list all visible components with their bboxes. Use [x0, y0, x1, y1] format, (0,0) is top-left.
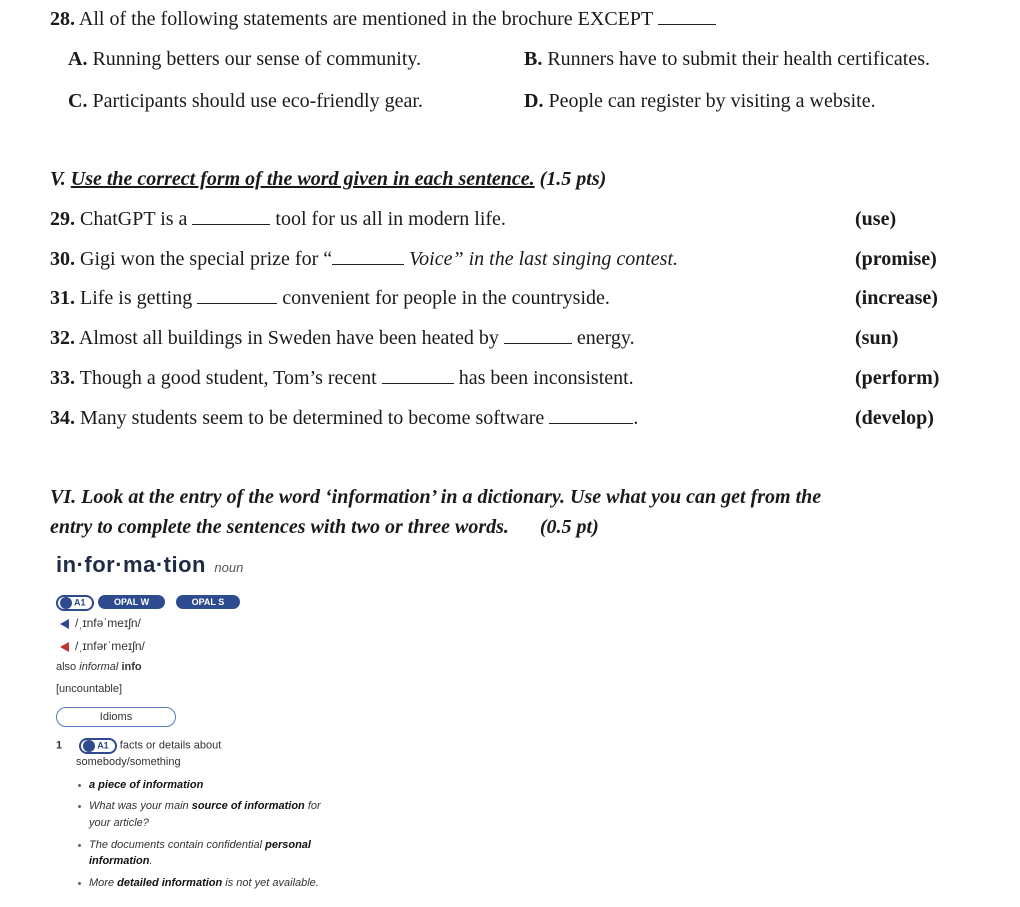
example-3: [78, 837, 311, 853]
cefr-badge: [56, 595, 94, 611]
option-b[interactable]: [524, 48, 930, 71]
word-hint: (increase): [855, 287, 938, 309]
idioms-button[interactable]: Idioms: [56, 707, 176, 727]
bullet: [78, 805, 81, 808]
option-c[interactable]: [68, 90, 423, 113]
pronunciation-british[interactable]: [60, 616, 141, 630]
option-letter: A.: [68, 48, 88, 70]
question-number: 34.: [50, 407, 75, 429]
level-badges: [56, 592, 240, 611]
word-hint: (use): [855, 208, 897, 230]
example-text: a piece of information: [89, 779, 204, 791]
phonetic-text: /ˌɪnfəˈmeɪʃn/: [75, 616, 141, 630]
opal-s-badge: OPAL S: [176, 595, 241, 609]
option-text: Participants should use eco-friendly gear.: [92, 90, 423, 112]
badge-label: A1: [74, 597, 86, 607]
option-a[interactable]: [68, 48, 421, 71]
option-text: People can register by visiting a website.: [548, 90, 876, 112]
answer-blank[interactable]: [658, 10, 716, 25]
dictionary-headword: [56, 552, 243, 578]
example-2: [78, 798, 321, 814]
example-2-continued: your article?: [89, 817, 149, 829]
register-label: informal: [79, 661, 119, 673]
pronunciation-american[interactable]: [60, 639, 145, 653]
sentence-start: Gigi won the special prize for “: [80, 248, 333, 270]
variant-word: info: [121, 661, 142, 673]
variant-prefix: also: [56, 661, 77, 673]
collocation: personal: [265, 839, 311, 851]
sentence-end: .: [633, 407, 639, 429]
word-hint: (sun): [855, 327, 899, 349]
question-text: All of the following statements are mentioned in the brochure EXCEPT: [78, 8, 653, 30]
bullet: [78, 882, 81, 885]
sentence-end: tool for us all in modern life.: [275, 208, 506, 230]
sense-number: 1: [56, 739, 63, 752]
section-instruction: entry to complete the sentences with two or three words.: [50, 516, 509, 538]
option-text: Running betters our sense of community.: [92, 48, 422, 70]
variant-form: [56, 661, 142, 673]
section-points: (1.5 pts): [539, 168, 607, 190]
example-text: What was your main: [89, 800, 192, 812]
sentence-end: Voice” in the last singing contest.: [409, 248, 679, 270]
badge-label: A1: [97, 740, 109, 751]
question-number: 28.: [50, 8, 75, 30]
question-32: [50, 327, 635, 350]
section-points: (0.5 pt): [539, 516, 599, 538]
opal-w-badge: OPAL W: [98, 595, 165, 609]
question-number: 32.: [50, 327, 75, 349]
collocation: information: [89, 855, 150, 867]
word-hint: (perform): [855, 367, 940, 389]
bullet: [78, 784, 81, 787]
question-28: [50, 8, 716, 31]
grammar-label: [uncountable]: [56, 683, 123, 695]
speaker-icon[interactable]: [60, 642, 69, 652]
example-1: [78, 777, 203, 793]
example-text: for: [304, 800, 321, 812]
sense-level-badge: [79, 738, 117, 754]
question-29: [50, 208, 506, 231]
question-number: 29.: [50, 208, 75, 230]
word-hint: (develop): [855, 407, 934, 429]
speaker-icon[interactable]: [60, 619, 69, 629]
bullet: [78, 844, 81, 847]
collocation: source of information: [191, 800, 305, 812]
question-number: 30.: [50, 248, 75, 270]
question-33: [50, 367, 634, 390]
sentence-start: Though a good student, Tom’s recent: [79, 367, 377, 389]
phonetic-text: /ˌɪnfərˈmeɪʃn/: [75, 639, 145, 653]
sentence-start: Life is getting: [80, 287, 193, 309]
option-letter: B.: [524, 48, 543, 70]
answer-blank[interactable]: [382, 369, 454, 384]
example-4: [78, 875, 319, 891]
sentence-end: has been inconsistent.: [458, 367, 634, 389]
oxford-key-icon: [83, 740, 95, 752]
example-text: More: [89, 877, 118, 889]
option-d[interactable]: [524, 90, 876, 113]
section-instruction: Use the correct form of the word given in each sentence.: [70, 168, 535, 190]
example-text: The documents contain confidential: [89, 839, 266, 851]
question-number: 33.: [50, 367, 75, 389]
section-label: V.: [50, 168, 66, 190]
answer-blank[interactable]: [192, 210, 270, 225]
section-5-title: [50, 168, 606, 191]
sentence-start: Many students seem to be determined to become software: [80, 407, 545, 429]
definition-continued: somebody/something: [76, 756, 181, 768]
question-number: 31.: [50, 287, 75, 309]
answer-blank[interactable]: [504, 329, 572, 344]
collocation: detailed information: [117, 877, 223, 889]
sentence-end: energy.: [576, 327, 635, 349]
question-34: [50, 407, 638, 430]
word-hint: (promise): [855, 248, 937, 270]
answer-blank[interactable]: [549, 409, 633, 424]
option-letter: C.: [68, 90, 88, 112]
example-text: is not yet available.: [222, 877, 319, 889]
sentence-start: Almost all buildings in Sweden have been heated by: [78, 327, 499, 349]
section-6-instruction-line2: [50, 516, 599, 539]
sentence-end: convenient for people in the countryside.: [282, 287, 610, 309]
sense-1: [56, 738, 221, 754]
question-31: [50, 287, 610, 310]
question-30: [50, 248, 678, 271]
part-of-speech: noun: [214, 560, 244, 575]
section-6-instruction-line1: VI. Look at the entry of the word ‘information’ in a dictionary. Use what you can get from the: [50, 486, 822, 508]
oxford-key-icon: [60, 597, 72, 609]
headword: in·for·ma·tion: [56, 552, 206, 577]
sentence-start: ChatGPT is a: [80, 208, 188, 230]
option-text: Runners have to submit their health certificates.: [547, 48, 930, 70]
answer-blank[interactable]: [332, 250, 404, 265]
definition-text: facts or details about: [119, 739, 222, 752]
answer-blank[interactable]: [197, 289, 277, 304]
option-letter: D.: [524, 90, 544, 112]
example-3-continued: information.: [89, 855, 153, 867]
